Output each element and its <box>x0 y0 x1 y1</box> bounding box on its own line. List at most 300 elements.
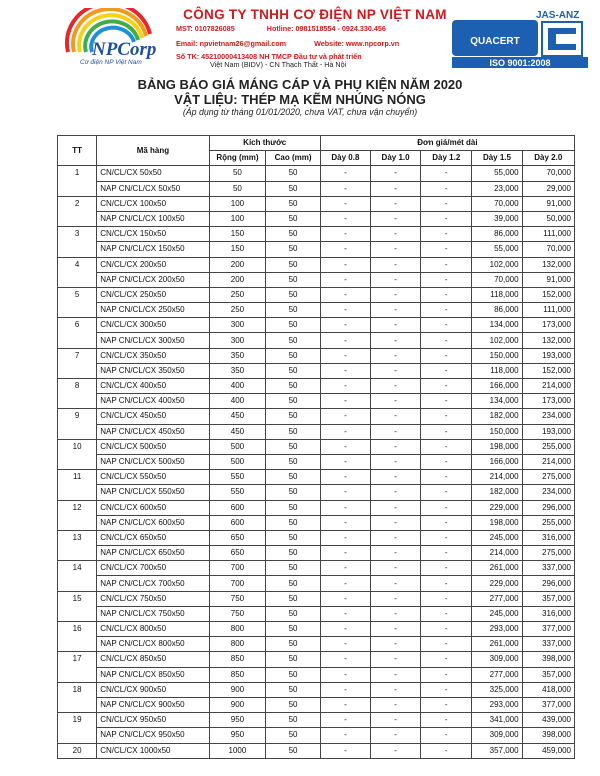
row-t08: - <box>320 287 370 302</box>
table-row <box>58 622 575 637</box>
row-width: 550 <box>209 470 266 485</box>
col-t15-header: Dày 1.5 <box>472 151 522 166</box>
row-width: 150 <box>209 242 266 257</box>
row-t12: - <box>421 470 472 485</box>
row-width: 350 <box>209 348 266 363</box>
row-t08: - <box>320 515 370 530</box>
quacert-certification-badge <box>452 6 588 68</box>
row-t15: 166,000 <box>472 379 522 394</box>
row-t15: 182,000 <box>472 409 522 424</box>
row-height: 50 <box>266 743 321 758</box>
row-t12: - <box>421 546 472 561</box>
col-t10-header: Dày 1.0 <box>370 151 420 166</box>
row-t15: 261,000 <box>472 561 522 576</box>
row-t10: - <box>370 728 420 743</box>
col-size-group-header: Kích thước <box>209 136 320 151</box>
table-row <box>58 287 575 302</box>
row-height: 50 <box>266 166 321 181</box>
row-t10: - <box>370 485 420 500</box>
price-table-body <box>58 166 575 758</box>
row-code: CN/CL/CX 50x50 <box>97 166 209 181</box>
row-width: 700 <box>209 561 266 576</box>
table-row <box>58 637 575 652</box>
row-tt: 17 <box>58 652 97 682</box>
row-t12: - <box>421 303 472 318</box>
quacert-label: QUACERT <box>470 36 520 47</box>
row-height: 50 <box>266 272 321 287</box>
row-t12: - <box>421 181 472 196</box>
row-t20: 132,000 <box>522 333 574 348</box>
row-height: 50 <box>266 622 321 637</box>
row-t08: - <box>320 227 370 242</box>
table-row <box>58 424 575 439</box>
row-t20: 439,000 <box>522 713 574 728</box>
row-t15: 245,000 <box>472 606 522 621</box>
row-t10: - <box>370 454 420 469</box>
row-t20: 234,000 <box>522 409 574 424</box>
table-row <box>58 470 575 485</box>
row-width: 100 <box>209 211 266 226</box>
row-t10: - <box>370 257 420 272</box>
row-t20: 132,000 <box>522 257 574 272</box>
row-height: 50 <box>266 424 321 439</box>
row-t08: - <box>320 500 370 515</box>
row-height: 50 <box>266 454 321 469</box>
table-row <box>58 591 575 606</box>
row-t20: 316,000 <box>522 530 574 545</box>
row-width: 200 <box>209 272 266 287</box>
row-code: NAP CN/CL/CX 600x50 <box>97 515 209 530</box>
row-t08: - <box>320 211 370 226</box>
row-width: 850 <box>209 652 266 667</box>
row-width: 900 <box>209 682 266 697</box>
row-t08: - <box>320 394 370 409</box>
table-row <box>58 272 575 287</box>
row-code: CN/CL/CX 850x50 <box>97 652 209 667</box>
row-code: CN/CL/CX 900x50 <box>97 682 209 697</box>
row-width: 250 <box>209 287 266 302</box>
row-code: NAP CN/CL/CX 950x50 <box>97 728 209 743</box>
row-t10: - <box>370 318 420 333</box>
row-t08: - <box>320 424 370 439</box>
row-t20: 275,000 <box>522 546 574 561</box>
row-t20: 418,000 <box>522 682 574 697</box>
row-t15: 39,000 <box>472 211 522 226</box>
row-tt: 8 <box>58 379 97 409</box>
row-t10: - <box>370 637 420 652</box>
row-width: 850 <box>209 667 266 682</box>
row-t12: - <box>421 196 472 211</box>
row-height: 50 <box>266 196 321 211</box>
row-code: NAP CN/CL/CX 150x50 <box>97 242 209 257</box>
row-t12: - <box>421 272 472 287</box>
row-width: 400 <box>209 379 266 394</box>
email: Email: npvietnam26@gmail.com <box>176 39 287 48</box>
col-price-group-header: Đơn giá/mét dài <box>320 136 574 151</box>
row-t20: 193,000 <box>522 348 574 363</box>
row-tt: 18 <box>58 682 97 712</box>
row-t15: 70,000 <box>472 196 522 211</box>
row-width: 300 <box>209 333 266 348</box>
row-code: NAP CN/CL/CX 100x50 <box>97 211 209 226</box>
table-row <box>58 379 575 394</box>
row-t10: - <box>370 242 420 257</box>
row-t10: - <box>370 697 420 712</box>
row-t20: 377,000 <box>522 697 574 712</box>
contact-line-1 <box>176 24 476 33</box>
row-t12: - <box>421 318 472 333</box>
row-t10: - <box>370 287 420 302</box>
table-row <box>58 682 575 697</box>
row-tt: 19 <box>58 713 97 743</box>
row-t10: - <box>370 561 420 576</box>
col-t08-header: Dày 0.8 <box>320 151 370 166</box>
row-t12: - <box>421 530 472 545</box>
row-tt: 11 <box>58 470 97 500</box>
row-t15: 118,000 <box>472 287 522 302</box>
row-height: 50 <box>266 667 321 682</box>
row-t12: - <box>421 728 472 743</box>
row-t15: 23,000 <box>472 181 522 196</box>
row-t08: - <box>320 485 370 500</box>
row-t08: - <box>320 546 370 561</box>
row-code: NAP CN/CL/CX 800x50 <box>97 637 209 652</box>
row-t12: - <box>421 622 472 637</box>
row-height: 50 <box>266 242 321 257</box>
row-t12: - <box>421 743 472 758</box>
row-height: 50 <box>266 303 321 318</box>
document-material-title: VẬT LIỆU: THÉP MẠ KẼM NHÚNG NÓNG <box>174 92 426 107</box>
logo-tagline: Cơ điện NP Việt Nam <box>80 59 142 66</box>
row-code: CN/CL/CX 350x50 <box>97 348 209 363</box>
row-width: 50 <box>209 166 266 181</box>
row-width: 250 <box>209 303 266 318</box>
row-height: 50 <box>266 394 321 409</box>
row-height: 50 <box>266 348 321 363</box>
row-height: 50 <box>266 728 321 743</box>
row-tt: 3 <box>58 227 97 257</box>
row-t12: - <box>421 363 472 378</box>
row-width: 650 <box>209 530 266 545</box>
row-width: 450 <box>209 409 266 424</box>
row-width: 650 <box>209 546 266 561</box>
letterhead <box>0 0 600 72</box>
row-t12: - <box>421 166 472 181</box>
row-t20: 459,000 <box>522 743 574 758</box>
row-t08: - <box>320 333 370 348</box>
row-t20: 337,000 <box>522 637 574 652</box>
row-height: 50 <box>266 606 321 621</box>
row-code: NAP CN/CL/CX 200x50 <box>97 272 209 287</box>
row-width: 450 <box>209 424 266 439</box>
row-tt: 6 <box>58 318 97 348</box>
row-t20: 70,000 <box>522 242 574 257</box>
row-t12: - <box>421 242 472 257</box>
row-t12: - <box>421 257 472 272</box>
table-row <box>58 485 575 500</box>
row-height: 50 <box>266 287 321 302</box>
col-height-header: Cao (mm) <box>266 151 321 166</box>
row-t12: - <box>421 348 472 363</box>
row-code: NAP CN/CL/CX 900x50 <box>97 697 209 712</box>
row-t15: 229,000 <box>472 500 522 515</box>
row-t12: - <box>421 287 472 302</box>
col-width-header: Rộng (mm) <box>209 151 266 166</box>
table-row <box>58 318 575 333</box>
table-row <box>58 166 575 181</box>
row-width: 750 <box>209 591 266 606</box>
row-t15: 229,000 <box>472 576 522 591</box>
company-name: CÔNG TY TNHH CƠ ĐIỆN NP VIỆT NAM <box>183 7 447 22</box>
row-t08: - <box>320 348 370 363</box>
row-t20: 398,000 <box>522 728 574 743</box>
row-code: NAP CN/CL/CX 400x50 <box>97 394 209 409</box>
row-t10: - <box>370 424 420 439</box>
row-t12: - <box>421 485 472 500</box>
col-t12-header: Dày 1.2 <box>421 151 472 166</box>
row-width: 100 <box>209 196 266 211</box>
row-height: 50 <box>266 470 321 485</box>
row-width: 600 <box>209 500 266 515</box>
row-t20: 111,000 <box>522 303 574 318</box>
price-table <box>57 135 575 759</box>
row-t08: - <box>320 257 370 272</box>
row-height: 50 <box>266 318 321 333</box>
row-code: CN/CL/CX 250x50 <box>97 287 209 302</box>
row-t10: - <box>370 272 420 287</box>
row-code: CN/CL/CX 150x50 <box>97 227 209 242</box>
row-t12: - <box>421 515 472 530</box>
row-t10: - <box>370 743 420 758</box>
row-t10: - <box>370 363 420 378</box>
row-t15: 86,000 <box>472 303 522 318</box>
row-t15: 182,000 <box>472 485 522 500</box>
row-height: 50 <box>266 500 321 515</box>
row-code: CN/CL/CX 950x50 <box>97 713 209 728</box>
row-t15: 134,000 <box>472 318 522 333</box>
row-height: 50 <box>266 713 321 728</box>
row-code: NAP CN/CL/CX 250x50 <box>97 303 209 318</box>
row-width: 950 <box>209 728 266 743</box>
row-code: CN/CL/CX 450x50 <box>97 409 209 424</box>
row-tt: 14 <box>58 561 97 591</box>
row-t15: 70,000 <box>472 272 522 287</box>
table-row <box>58 242 575 257</box>
row-height: 50 <box>266 682 321 697</box>
row-t08: - <box>320 409 370 424</box>
row-tt: 16 <box>58 622 97 652</box>
row-t15: 102,000 <box>472 333 522 348</box>
row-t20: 173,000 <box>522 394 574 409</box>
row-t20: 173,000 <box>522 318 574 333</box>
row-tt: 4 <box>58 257 97 287</box>
row-t10: - <box>370 470 420 485</box>
row-t12: - <box>421 591 472 606</box>
col-code-header: Mã hàng <box>97 136 209 166</box>
row-width: 200 <box>209 257 266 272</box>
row-t08: - <box>320 379 370 394</box>
row-t10: - <box>370 181 420 196</box>
row-t20: 50,000 <box>522 211 574 226</box>
row-t12: - <box>421 697 472 712</box>
table-row <box>58 196 575 211</box>
row-t08: - <box>320 667 370 682</box>
table-row <box>58 697 575 712</box>
row-t20: 29,000 <box>522 181 574 196</box>
table-row <box>58 211 575 226</box>
row-t08: - <box>320 242 370 257</box>
row-height: 50 <box>266 637 321 652</box>
website: Website: www.npcorp.vn <box>314 39 400 48</box>
row-t12: - <box>421 576 472 591</box>
row-tt: 12 <box>58 500 97 530</box>
table-row <box>58 576 575 591</box>
row-t20: 152,000 <box>522 287 574 302</box>
logo-wordmark: NPCorp <box>92 39 157 60</box>
row-t08: - <box>320 363 370 378</box>
table-row <box>58 303 575 318</box>
row-t10: - <box>370 500 420 515</box>
row-code: CN/CL/CX 750x50 <box>97 591 209 606</box>
row-t15: 198,000 <box>472 515 522 530</box>
row-t12: - <box>421 561 472 576</box>
row-t20: 275,000 <box>522 470 574 485</box>
row-t08: - <box>320 697 370 712</box>
row-code: CN/CL/CX 100x50 <box>97 196 209 211</box>
table-row <box>58 500 575 515</box>
row-t15: 245,000 <box>472 530 522 545</box>
col-t20-header: Dày 2.0 <box>522 151 574 166</box>
row-tt: 5 <box>58 287 97 317</box>
row-height: 50 <box>266 485 321 500</box>
row-t15: 214,000 <box>472 470 522 485</box>
row-height: 50 <box>266 546 321 561</box>
row-width: 500 <box>209 454 266 469</box>
row-t10: - <box>370 196 420 211</box>
row-t20: 316,000 <box>522 606 574 621</box>
row-width: 150 <box>209 227 266 242</box>
row-t08: - <box>320 439 370 454</box>
table-row <box>58 333 575 348</box>
row-t15: 150,000 <box>472 424 522 439</box>
row-t10: - <box>370 166 420 181</box>
row-t08: - <box>320 196 370 211</box>
row-height: 50 <box>266 211 321 226</box>
row-width: 750 <box>209 606 266 621</box>
row-code: CN/CL/CX 600x50 <box>97 500 209 515</box>
row-t10: - <box>370 652 420 667</box>
row-t10: - <box>370 394 420 409</box>
row-t08: - <box>320 166 370 181</box>
row-tt: 20 <box>58 743 97 758</box>
row-height: 50 <box>266 379 321 394</box>
table-row <box>58 713 575 728</box>
row-width: 350 <box>209 363 266 378</box>
row-t12: - <box>421 682 472 697</box>
row-t15: 293,000 <box>472 697 522 712</box>
row-t15: 198,000 <box>472 439 522 454</box>
table-row <box>58 348 575 363</box>
row-t15: 277,000 <box>472 667 522 682</box>
bank-line-2: Việt Nam (BIDV) - CN Thạch Thất - Hà Nội <box>210 60 347 69</box>
row-t08: - <box>320 303 370 318</box>
row-t10: - <box>370 606 420 621</box>
row-t20: 377,000 <box>522 622 574 637</box>
table-row <box>58 409 575 424</box>
row-t10: - <box>370 348 420 363</box>
row-t20: 111,000 <box>522 227 574 242</box>
row-t12: - <box>421 667 472 682</box>
row-t10: - <box>370 576 420 591</box>
row-width: 600 <box>209 515 266 530</box>
row-t10: - <box>370 682 420 697</box>
row-t20: 91,000 <box>522 272 574 287</box>
row-height: 50 <box>266 333 321 348</box>
row-width: 300 <box>209 318 266 333</box>
row-t10: - <box>370 546 420 561</box>
row-t12: - <box>421 454 472 469</box>
row-t08: - <box>320 318 370 333</box>
table-row <box>58 394 575 409</box>
hotline: Hotline: 0981518554 - 0924.330.456 <box>266 24 386 33</box>
row-t08: - <box>320 652 370 667</box>
row-t10: - <box>370 515 420 530</box>
row-t20: 70,000 <box>522 166 574 181</box>
row-width: 800 <box>209 637 266 652</box>
row-code: NAP CN/CL/CX 650x50 <box>97 546 209 561</box>
row-code: NAP CN/CL/CX 750x50 <box>97 606 209 621</box>
table-row <box>58 363 575 378</box>
row-t08: - <box>320 454 370 469</box>
row-t15: 277,000 <box>472 591 522 606</box>
row-tt: 13 <box>58 530 97 560</box>
row-code: CN/CL/CX 650x50 <box>97 530 209 545</box>
row-t12: - <box>421 211 472 226</box>
row-t08: - <box>320 682 370 697</box>
row-t12: - <box>421 713 472 728</box>
row-t12: - <box>421 379 472 394</box>
row-t08: - <box>320 622 370 637</box>
row-t15: 293,000 <box>472 622 522 637</box>
row-height: 50 <box>266 576 321 591</box>
row-t20: 214,000 <box>522 454 574 469</box>
row-tt: 1 <box>58 166 97 196</box>
row-tt: 7 <box>58 348 97 378</box>
row-width: 950 <box>209 713 266 728</box>
row-code: CN/CL/CX 200x50 <box>97 257 209 272</box>
row-t10: - <box>370 227 420 242</box>
row-t08: - <box>320 470 370 485</box>
row-height: 50 <box>266 363 321 378</box>
table-row <box>58 454 575 469</box>
row-t20: 234,000 <box>522 485 574 500</box>
contact-line-2 <box>176 39 476 48</box>
row-height: 50 <box>266 181 321 196</box>
row-t12: - <box>421 606 472 621</box>
row-tt: 2 <box>58 196 97 226</box>
row-height: 50 <box>266 530 321 545</box>
table-row <box>58 257 575 272</box>
row-height: 50 <box>266 257 321 272</box>
row-t12: - <box>421 409 472 424</box>
row-t15: 261,000 <box>472 637 522 652</box>
row-t15: 55,000 <box>472 166 522 181</box>
document-title: BẢNG BÁO GIÁ MÁNG CÁP VÀ PHỤ KIỆN NĂM 2020 <box>137 77 463 92</box>
table-row <box>58 530 575 545</box>
row-code: NAP CN/CL/CX 700x50 <box>97 576 209 591</box>
row-code: NAP CN/CL/CX 850x50 <box>97 667 209 682</box>
row-t10: - <box>370 622 420 637</box>
